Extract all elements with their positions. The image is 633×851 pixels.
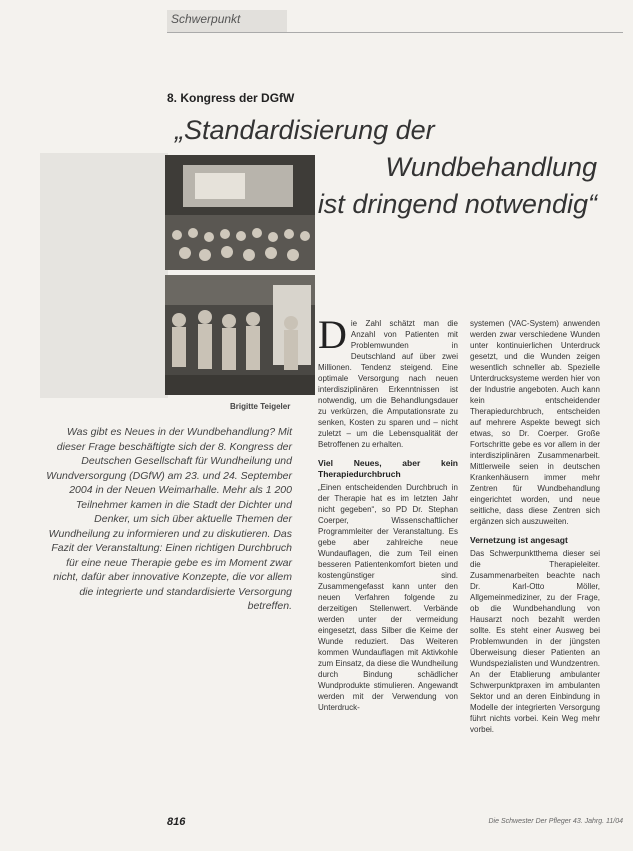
article-column-2: [470, 318, 600, 735]
journal-reference: Die Schwester Der Pfleger 43. Jahrg. 11/04: [488, 818, 623, 825]
headline-line-2: Wundbehandlung: [385, 152, 597, 182]
top-rule: [167, 32, 623, 33]
intro-text: Was gibt es Neues in der Wundbehandlung? Mit dieser Frage beschäftigte sich der 8. Kongress der Deutschen Gesellschaft für Wundheilung und Wundversorgung (DGfW) am 23. und 24. September 2004 in der Neuen Weimarhalle. Mehr als 1 200 Teilnehmer kamen in die Stadt der Dichter und Denker, um sich über aktuelle Themen der Wundheilung zu informieren und zu diskutieren. Das Fazit der Veranstaltung: Einen richtigen Durchbruch für eine neue Therapie gebe es im Moment zwar nicht, dafür aber innovative Konzepte, die vor allem die integrierte und standardisierte Versorgung betreffen.: [46, 426, 292, 612]
section-label: Schwerpunkt: [167, 10, 287, 32]
subheading: Viel Neues, aber kein Therapiedurchbruch: [318, 458, 458, 479]
photo-margin: [40, 153, 168, 398]
subheading: Vernetzung ist angesagt: [470, 535, 568, 545]
conference-foyer-image: [165, 275, 315, 395]
conference-hall-photo: [165, 155, 315, 270]
headline-line-1: „Standardisierung der: [175, 115, 435, 145]
page-number: 816: [167, 816, 186, 828]
photo-credit: Brigitte Teigeler: [230, 402, 291, 411]
paragraph: systemen (VAC-System) anwenden werden zwar verschiedene Wunden unter kontinuierlichen Unterdruck gesetzt, und die Wunden zeigen wesentlich schneller ab. Spezielle Unterdrucksysteme werden hier von der Industrie angeboten. Auch kann kein entscheidender Therapiedurchbruch, entscheiden auf mehrere Aspekte bewegt sich etwas, so Dr. Coerper. Große Fortschritte gebe es vor allem in der interdisziplinären Zusammenarbeit. Mittlerweile seien in deutschen Krankenhäusern immer mehr Zentren für Wundbehandlung eingerichtet worden, und neue seitliche, dass diese Zentren sich ergänzen sich auszuweiten.: [470, 319, 600, 526]
headline-line-3: ist dringend notwendig“: [317, 189, 597, 219]
paragraph: Das Schwerpunktthema dieser sei die Therapieleiter. Zusammenarbeiten beachte nach Dr. Karl-Otto Möller, Allgemeinmediziner, zu der Frage, ob die Wundbehandlung von Hausarzt noch bezahlt werden sollte. Es steht einer Ausweg bei Problemwunden in der jüngsten Überweisung dieser Patienten an Wundspezialisten und Wundzentren. An der Etablierung ambulanter Schwerpunktpraxen im ambulanten Sektor und an deren Einbindung in Modelle der integrierten Versorgung führt nichts vorbei. Kein Weg mehr vorbei.: [470, 549, 601, 734]
kicker: 8. Kongress der DGfW: [167, 91, 295, 105]
conference-foyer-photo: [165, 275, 315, 395]
drop-cap: D: [318, 312, 347, 357]
paragraph: ie Zahl schätzt man die Anzahl von Patienten mit Problemwunden in Deutschland auf über zwei Millionen. Tendenz steigend. Eine optimale Versorgung nach neuen interdisziplinären Erkenntnissen ist notwendig, um die Behandlungsdauer zu verkürzen, die Amputationsrate zu senken, Kosten zu sparen und – nicht zuletzt – um die Lebensqualität der Betroffenen zu erhalten.: [318, 319, 458, 449]
conference-hall-image: [165, 155, 315, 270]
paragraph: „Einen entscheidenden Durchbruch in der Therapie hat es im letzten Jahr nicht gegeben“, so PD Dr. Stephan Coerper, Wissenschaftlicher Programmleiter der Veranstaltung. Es gebe aber zahlreiche neue Wundauflagen, die zum Teil einen besseren Patientenkomfort bieten und kostengünstiger sind. Zusammengefasst kann unter den neuen Verfahren folgende zu derzeitigen Stellenwert. Verbände werden unter der vermeidung eingesetzt, dass Silber die Keime der Wunde reduziert. Das Weiteren kommen Wundauflagen mit Aktivkohle zum Einsatz, da diese die Wundheilung durch Bindung schädlicher Wundprodukte stimulieren. Angewandt werden mit der Verwendung von Unterdruck-: [318, 483, 458, 712]
article-column-1: [318, 312, 458, 713]
